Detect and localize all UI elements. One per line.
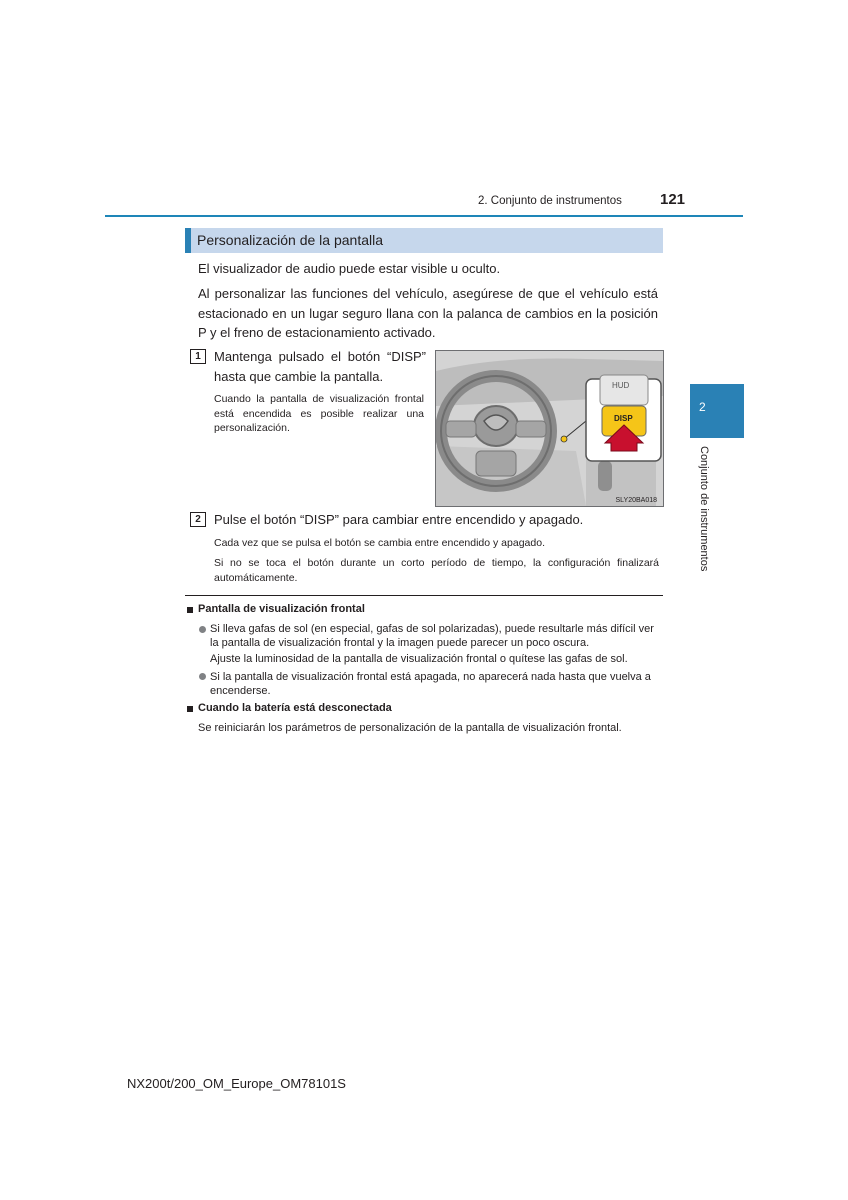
round-bullet-icon [199, 626, 206, 633]
page-number: 121 [660, 191, 686, 208]
hud-button-label: HUD [612, 381, 630, 390]
step-1-note: Cuando la pantalla de visualización frontal está encendida es posible realizar una personalización. [214, 393, 424, 434]
step-1-text: Mantenga pulsado el botón “DISP” hasta que cambie la pantalla. [214, 349, 426, 384]
round-bullet-icon [199, 673, 206, 680]
note-heading-hud: Pantalla de visualización frontal [198, 603, 365, 615]
step-1-number: 1 [190, 349, 206, 364]
note-bullet-1: Si lleva gafas de sol (en especial, gafas de sol polarizadas), puede resultarle más difícil ver la pantalla de visualización frontal y la imagen puede parecer un poco oscura. [210, 623, 654, 649]
steering-wheel-illustration [436, 351, 663, 506]
note-heading-battery: Cuando la batería está desconectada [198, 702, 392, 714]
note-bullet-1-continued: Ajuste la luminosidad de la pantalla de visualización frontal o quítese las gafas de sol. [210, 653, 628, 665]
document-footer: NX200t/200_OM_Europe_OM78101S [127, 1076, 346, 1091]
chapter-tab [690, 384, 744, 438]
note-battery-text: Se reiniciarán los parámetros de personalización de la pantalla de visualización frontal. [198, 722, 622, 734]
step-2-text: Pulse el botón “DISP” para cambiar entre encendido y apagado. [214, 512, 584, 527]
figure-code: SLY20BA018 [615, 497, 657, 504]
notes-divider [185, 595, 663, 596]
step-2-note-1: Cada vez que se pulsa el botón se cambia entre encendido y apagado. [214, 537, 545, 549]
intro-paragraph: El visualizador de audio puede estar visible u oculto. [198, 261, 501, 276]
square-bullet-icon [187, 607, 193, 613]
warning-paragraph: Al personalizar las funciones del vehículo, asegúrese de que el vehículo está estacionado en un lugar seguro llana con la palanca de cambios en la posición P y el freno de estacionamiento activado. [198, 286, 658, 340]
chapter-tab-label [690, 446, 718, 581]
steering-wheel-figure [435, 350, 664, 507]
section-heading-accent [185, 228, 191, 253]
running-header-chapter: 2. Conjunto de instrumentos [478, 195, 622, 207]
step-2-note-2: Si no se toca el botón durante un corto período de tiempo, la configuración finalizará automáticamente. [214, 557, 659, 584]
note-bullet-2: Si la pantalla de visualización frontal está apagada, no aparecerá nada hasta que vuelva a encenderse. [210, 671, 651, 697]
chapter-tab-text: Conjunto de instrumentos [698, 446, 710, 572]
square-bullet-icon [187, 706, 193, 712]
step-2-number: 2 [190, 512, 206, 527]
section-title: Personalización de la pantalla [197, 232, 384, 248]
chapter-tab-number: 2 [699, 400, 706, 414]
disp-button-label: DISP [614, 414, 633, 423]
header-rule [105, 215, 743, 217]
